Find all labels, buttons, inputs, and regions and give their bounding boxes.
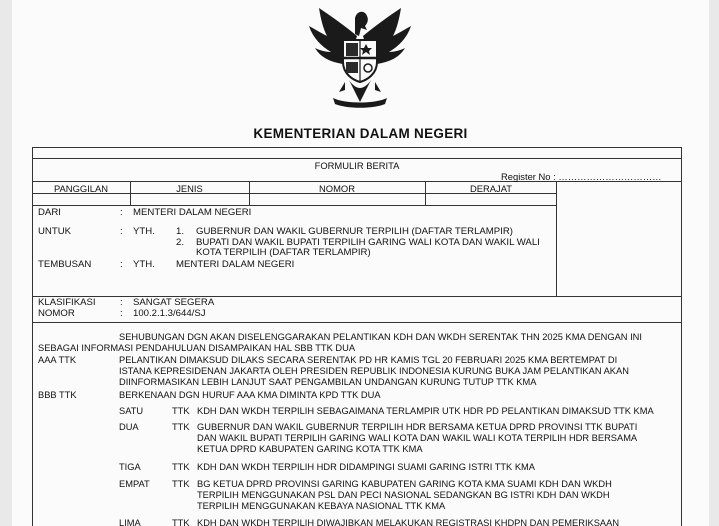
intro-line-1: SEHUBUNGAN DGN AKAN DISELENGGARAKAN PELANTIKAN KDH DAN WKDH SERENTAK THN 2025 KMA DENGAN INI <box>119 332 642 342</box>
ministry-title: KEMENTERIAN DALAM NEGERI <box>253 126 468 141</box>
point-satu-line-1: KDH DAN WKDH TERPILIH SEBAGAIMANA TERLAMPIR UTK HDR PD PELANTIKAN DIMAKSUD TTK KMA <box>197 406 654 416</box>
untuk-item-2: BUPATI DAN WAKIL BUPATI TERPILIH GARING WALI KOTA DAN WAKIL WALI <box>196 237 540 248</box>
point-empat-label: EMPAT <box>119 479 150 489</box>
aaa-line-2: ISTANA KEPRESIDENAN JAKARTA OLEH PRESIDEN REPUBLIK INDONESIA KURUNG BUKA JAM PELANTIKAN AKAN <box>119 366 629 376</box>
untuk-item-1-number: 1. <box>176 226 185 237</box>
point-lima-ttk: TTK <box>172 518 190 526</box>
register-number <box>501 171 661 182</box>
form-title: FORMULIR BERITA <box>314 160 400 171</box>
tembusan-value: MENTERI DALAM NEGERI <box>176 259 295 270</box>
letter-page <box>12 0 709 526</box>
columns-values-bottom <box>32 205 557 206</box>
point-dua-line-3: KETUA DPRD KABUPATEN GARING KOTA TTK KMA <box>197 444 423 454</box>
column-derajat: DERAJAT <box>469 183 513 194</box>
column-jenis: JENIS <box>176 183 203 194</box>
untuk-yth: YTH. <box>133 226 155 237</box>
klasifikasi-colon: : <box>120 297 123 308</box>
untuk-item-2-number: 2. <box>176 237 185 248</box>
point-lima-line-1: KDH DAN WKDH TERPILIH DIWAJIBKAN MELAKUKAN REGISTRASI KHDPN DAN PEMERIKSAAN <box>197 518 620 526</box>
untuk-colon: : <box>120 226 123 237</box>
tembusan-colon: : <box>120 259 123 270</box>
recipients-bottom <box>32 296 682 297</box>
tembusan-label: TEMBUSAN <box>38 259 92 270</box>
point-empat-ttk: TTK <box>172 479 190 489</box>
point-dua-label: DUA <box>119 422 139 432</box>
point-satu-label: SATU <box>119 406 144 416</box>
aaa-line-1: PELANTIKAN DIMAKSUD DILAKS SECARA SERENTAK PD HR KAMIS TGL 20 FEBRUARI 2025 KMA BERTEMPAT DI <box>119 355 618 365</box>
column-nomor: NOMOR <box>319 183 355 194</box>
nomor-label: NOMOR <box>38 308 75 319</box>
register-dots: …………………………… <box>558 171 662 182</box>
form-outer-top <box>32 147 682 148</box>
tembusan-yth: YTH. <box>133 259 155 270</box>
untuk-item-1: GUBERNUR DAN WAKIL GUBERNUR TERPILIH (DAFTAR TERLAMPIR) <box>196 226 513 237</box>
register-label: Register No : <box>501 171 556 182</box>
point-lima-label: LIMA <box>119 518 141 526</box>
dari-value: MENTERI DALAM NEGERI <box>133 207 252 218</box>
klasifikasi-value: SANGAT SEGERA <box>133 297 215 308</box>
classification-bottom <box>32 322 682 323</box>
nomor-colon: : <box>120 308 123 319</box>
intro-line-2: SEBAGAI INFORMASI PENDAHULUAN DISAMPAIKAN HAL SBB TTK DUA <box>38 343 356 353</box>
dari-colon: : <box>120 207 123 218</box>
form-outer-left <box>32 147 33 526</box>
column-panggilan: PANGGILAN <box>53 183 108 194</box>
point-empat-line-3: TERPILIH MENGGUNAKAN KEBAYA NASIONAL TTK KMA <box>197 501 446 511</box>
point-tiga-ttk: TTK <box>172 462 190 472</box>
point-tiga-label: TIGA <box>119 462 141 472</box>
aaa-line-3: DIINFORMASIKAN LEBIH LANJUT SAAT PENGAMBILAN UNDANGAN KURUNG TUTUP TTK KMA <box>119 377 537 387</box>
point-dua-line-2: DAN WAKIL BUPATI TERPILIH GARING WALI KOTA DAN WAKIL WALI KOTA TERPILIH HDR BERSAMA <box>197 433 638 443</box>
untuk-label: UNTUK <box>38 226 72 237</box>
point-tiga-line-1: KDH DAN WKDH TERPILIH HDR DIDAMPINGI SUAMI GARING ISTRI TTK KMA <box>197 462 535 472</box>
point-satu-ttk: TTK <box>172 406 190 416</box>
register-divider <box>556 181 557 296</box>
aaa-label: AAA TTK <box>38 355 77 365</box>
nomor-value: 100.2.1.3/644/SJ <box>133 308 206 319</box>
point-dua-ttk: TTK <box>172 422 190 432</box>
point-dua-line-1: GUBERNUR DAN WAKIL GUBERNUR TERPILIH HDR BERSAMA KETUA DPRD PROVINSI TTK BUPATI <box>197 422 638 432</box>
klasifikasi-label: KLASIFIKASI <box>38 297 96 308</box>
bbb-label: BBB TTK <box>38 390 77 400</box>
garuda-emblem-icon <box>305 6 415 110</box>
header-sep-top <box>32 158 682 159</box>
point-empat-line-1: BG KETUA DPRD PROVINSI GARING KABUPATEN GARING KOTA KMA SUAMI KDH DAN WKDH <box>197 479 612 489</box>
bbb-line: BERKENAAN DGN HURUF AAA KMA DIMINTA KPD TTK DUA <box>119 390 381 400</box>
form-outer-right <box>681 147 682 526</box>
dari-label: DARI <box>38 207 61 218</box>
point-empat-line-2: TERPILIH MENGGUNAKAN PSL DAN PECI NASIONAL SEDANGKAN BG ISTRI KDH DAN WKDH <box>197 490 610 500</box>
untuk-item-2-cont: KOTA TERPILIH (DAFTAR TERLAMPIR) <box>196 247 371 258</box>
